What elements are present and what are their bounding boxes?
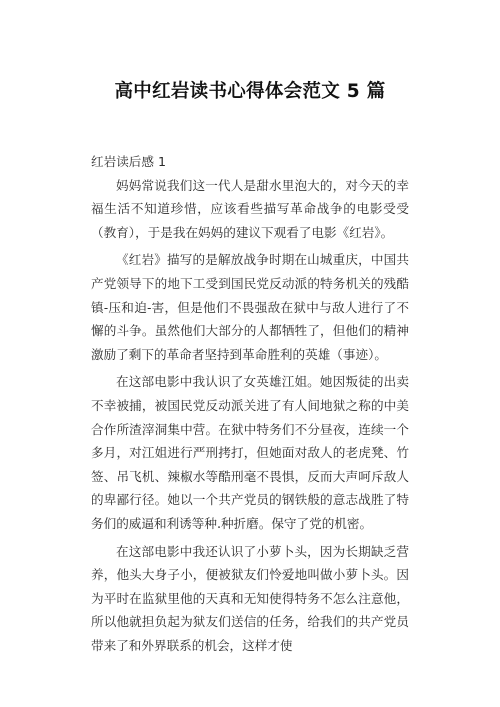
paragraph-3: 在这部电影中我认识了女英雄江姐。她因叛徒的出卖不幸被捕，被国民党反动派关进了有人间地狱之称的中美合作所渣滓洞集中营。在狱中特务们不分昼夜，连续一个多月，对江姐进行严刑拷打，但她面对敌人的老虎凳、竹签、吊飞机、辣椒水等酷刑毫不畏惧，反而大声呵斥敌人的卑鄙行径。她以一个共产党员的钢铁般的意志战胜了特务们的威逼和利诱等种.种折磨。保守了党的机密。	[91, 374, 409, 531]
section-heading: 红岩读后感 1	[91, 154, 166, 169]
paragraph-1: 妈妈常说我们这一代人是甜水里泡大的，对今天的幸福生活不知道珍惜，应该看些描写革命战争的电影受受（教育），于是我在妈妈的建议下观看了电影《红岩》。	[91, 177, 409, 240]
paragraph-4: 在这部电影中我还认识了小萝卜头，因为长期缺乏营养，他头大身子小，便被狱友们怜爱地叫做小萝卜头。因为平时在监狱里他的天真和无知使得特务不怎么注意他，所以他就担负起为狱友们送信的任务，给我们的共产党员带来了和外界联系的机会，这样才使	[91, 543, 409, 653]
paragraph-2: 《红岩》描写的是解放战争时期在山城重庆，中国共产党领导下的地下工受到国民党反动派的特务机关的残酷镇-压和迫-害，但是他们不畏强敌在狱中与敌人进行了不懈的斗争。虽然他们大部分的人都牺牲了，但他们的精神激励了剩下的革命者坚持到革命胜利的英雄（事迹）。	[91, 252, 409, 362]
document-body	[91, 150, 409, 657]
document-title: 高中红岩读书心得体会范文 5 篇	[114, 81, 386, 102]
